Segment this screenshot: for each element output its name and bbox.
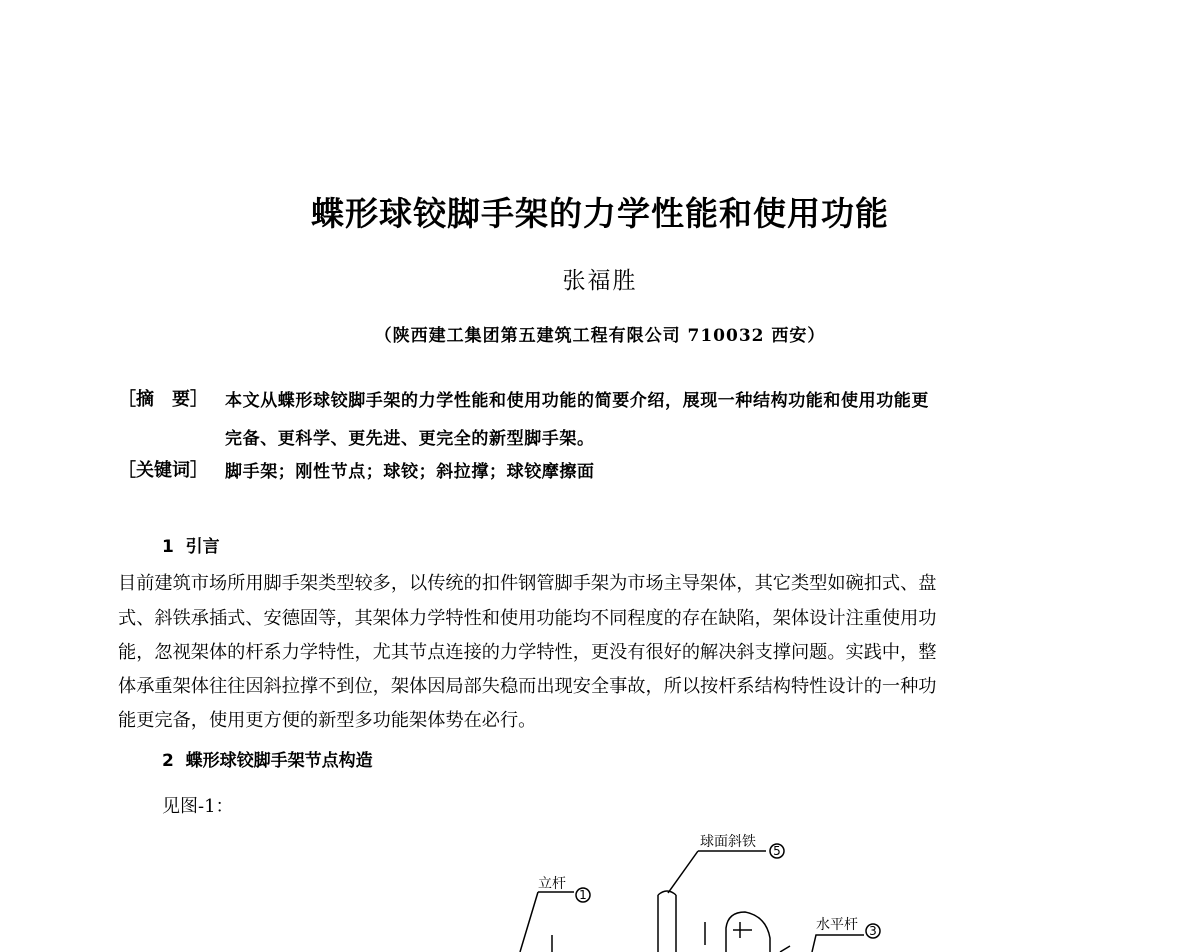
- keywords-label: ［关键词］: [118, 460, 208, 481]
- abstract-label: ［摘 要］: [118, 389, 208, 410]
- section-2-heading: 2 蝶形球铰脚手架节点构造: [162, 751, 373, 771]
- label-horizontal-pole: 水平杆: [816, 917, 858, 933]
- section-1-line-4: 体承重架体往往因斜拉撑不到位，架体因局部失稳而出现安全事故，所以按杆系结构特性设计的一种功: [118, 676, 937, 697]
- author-affiliation: （陕西建工集团第五建筑工程有限公司 710032 西安）: [374, 326, 826, 346]
- label-num-1: 1: [579, 888, 587, 902]
- leader-line-5: [668, 851, 698, 893]
- section-1-heading: 1 引言: [162, 537, 220, 557]
- see-figure-text: 见图-1：: [162, 796, 234, 817]
- tube-top: [658, 891, 676, 895]
- author-name: 张福胜: [562, 268, 638, 294]
- leader-line-1: [520, 892, 538, 952]
- leader-line-3: [812, 935, 864, 952]
- section-1-line-1: 目前建筑市场所用脚手架类型较多，以传统的扣件钢管脚手架为市场主导架体，其它类型如碗扣式、盘: [118, 573, 937, 594]
- ball-joint-shape: [726, 912, 770, 952]
- horizontal-rod-stub: [780, 946, 790, 952]
- label-num-3: 3: [869, 924, 877, 938]
- section-1-line-5: 能更完备，使用更方便的新型多功能架体势在必行。: [118, 710, 537, 731]
- label-ball-wedge: 球面斜铁: [700, 834, 756, 850]
- keywords-text: 脚手架；刚性节点；球铰；斜拉撑；球铰摩擦面: [225, 462, 595, 482]
- section-1-line-3: 能，忽视架体的杆系力学特性，尤其节点连接的力学特性，更没有很好的解决斜支撑问题。实践中，整: [118, 642, 937, 663]
- abstract-line-1: 本文从蝶形球铰脚手架的力学性能和使用功能的简要介绍，展现一种结构功能和使用功能更: [225, 391, 929, 411]
- label-num-5: 5: [773, 844, 781, 858]
- abstract-line-2: 完备、更科学、更先进、更完全的新型脚手架。: [225, 429, 595, 449]
- paper-title: 蝶形球铰脚手架的力学性能和使用功能: [311, 194, 889, 233]
- section-1-line-2: 式、斜铁承插式、安德固等，其架体力学特性和使用功能均不同程度的存在缺陷，架体设计注重使用功: [118, 608, 937, 629]
- label-vertical-pole: 立杆: [538, 876, 566, 892]
